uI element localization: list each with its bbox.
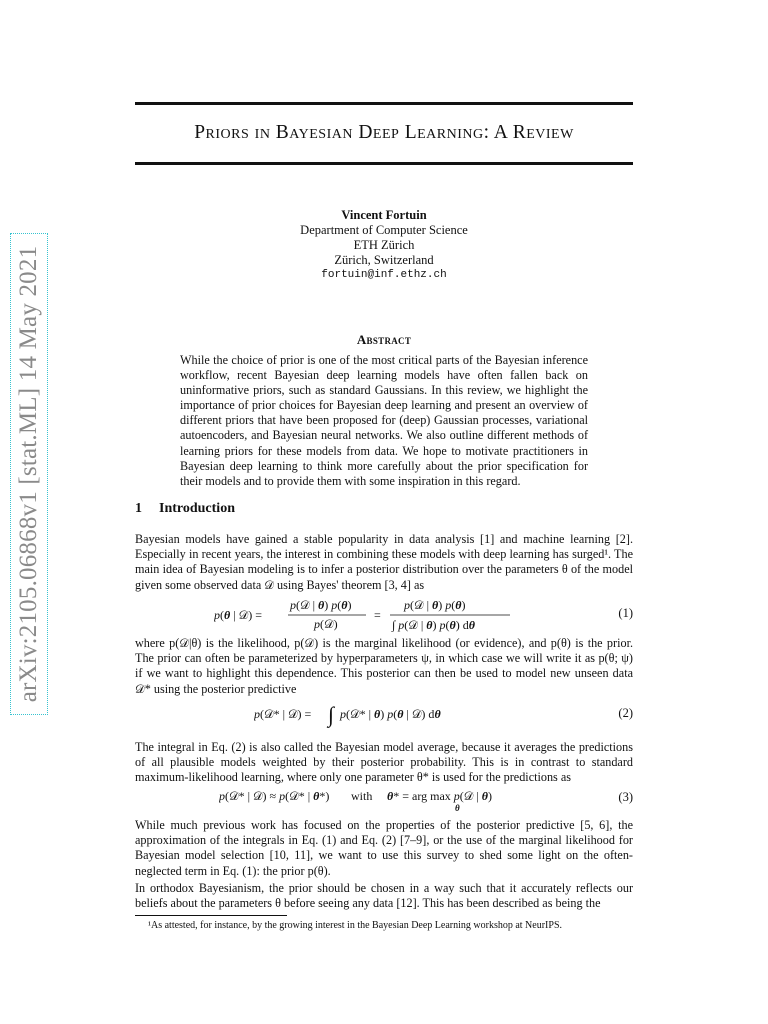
paragraph-4: While much previous work has focused on the properties of the posterior predictive [5, 6], the approximation of the integrals in Eq. (1) and Eq. (2) [7–9], or the use of the marginal likelihood for Bayesian model selection [10, 11], we want to use this survey to shed some light on the often-neglected term in Eq. (1): the prior p(θ). (135, 818, 633, 878)
equation-1-number: (1) (618, 606, 633, 620)
author-name: Vincent Fortuin (341, 208, 427, 222)
svg-text:p(𝒟* | 𝒟) =: p(𝒟* | 𝒟) = (254, 707, 312, 721)
svg-text:p(θ | 𝒟) =: p(θ | 𝒟) = (214, 608, 262, 622)
footnote: ¹As attested, for instance, by the growing interest in the Bayesian Deep Learning workshop at NeurIPS. (148, 920, 563, 931)
author-city: Zürich, Switzerland (334, 253, 434, 267)
equation-1-body (135, 598, 593, 636)
section-number: 1 (135, 501, 142, 516)
section-title: Introduction (159, 501, 235, 516)
equation-3-svg (219, 786, 509, 812)
abstract-heading: Abstract (356, 332, 412, 347)
equation-2-number: (2) (618, 706, 633, 720)
equation-3-number: (3) (618, 790, 633, 804)
equation-1 (135, 598, 633, 632)
author-email[interactable]: fortuin@inf.ethz.ch (321, 269, 447, 281)
svg-text:p(𝒟 | θ) p(θ): p(𝒟 | θ) p(θ) (404, 598, 466, 612)
equation-2-body (135, 700, 593, 732)
author-block (135, 208, 633, 283)
svg-text:θ* = arg max p(𝒟 | θ): θ* = arg max p(𝒟 | θ) (387, 789, 492, 803)
equation-2-svg (254, 700, 474, 728)
svg-text:p(𝒟* | θ) p(θ | 𝒟) dθ: p(𝒟* | θ) p(θ | 𝒟) dθ (340, 707, 441, 721)
svg-text:p(𝒟): p(𝒟) (314, 617, 338, 631)
equation-2 (135, 700, 633, 728)
svg-text:θ: θ (455, 803, 460, 812)
paragraph-1: Bayesian models have gained a stable popularity in data analysis [1] and machine learning [2]. Especially in recent years, the interest in combining these models with deep learning has surged¹. The main idea of Bayesian modeling is to infer a posterior distribution over the parameters θ of the model given some observed data 𝒟 using Bayes' theorem [3, 4] as (135, 532, 633, 592)
svg-text:p(𝒟* | 𝒟) ≈ p(𝒟* | θ*): p(𝒟* | 𝒟) ≈ p(𝒟* | θ*) (219, 789, 330, 803)
arxiv-stamp-text: arXiv:2105.06868v1 [stat.ML] 14 May 2021 (15, 245, 42, 703)
paper-title: Priors in Bayesian Deep Learning: A Review (194, 122, 574, 143)
title-bottom-rule (135, 162, 633, 165)
svg-text:∫ p(𝒟 | θ) p(θ) dθ: ∫ p(𝒟 | θ) p(θ) dθ (392, 618, 475, 632)
svg-text:=: = (374, 608, 381, 622)
paragraph-3: The integral in Eq. (2) is also called the Bayesian model average, because it averages the predictions of all plausible models weighted by their posterior probability. This is in contrast to standard maximum-likelihood learning, where only one parameter θ* is used for the predictions as (135, 740, 633, 785)
svg-text:with: with (351, 789, 373, 803)
footnote-rule (135, 915, 287, 916)
author-org: ETH Zürich (353, 238, 415, 252)
title-top-rule (135, 102, 633, 105)
section-heading (135, 501, 235, 517)
equation-1-svg (214, 598, 514, 632)
equation-3-body (135, 786, 593, 816)
svg-text:∫: ∫ (328, 702, 335, 727)
svg-text:p(𝒟 | θ) p(θ): p(𝒟 | θ) p(θ) (290, 598, 352, 612)
author-dept: Department of Computer Science (300, 223, 468, 237)
abstract-text: While the choice of prior is one of the most critical parts of the Bayesian inference workflow, recent Bayesian deep learning models have often fallen back on uninformative priors, such as standard Gaussians. In this review, we highlight the importance of prior choices for Bayesian deep learning and present an overview of different priors that have been proposed for (deep) Gaussian processes, variational autoencoders, and Bayesian neural networks. We also outline different methods of learning priors for these models from data. We hope to motivate practitioners in Bayesian deep learning to think more carefully about the prior specification for their models and to provide them with some inspiration in this regard. (180, 353, 588, 488)
equation-3 (135, 786, 633, 812)
paragraph-2: where p(𝒟|θ) is the likelihood, p(𝒟) is the marginal likelihood (or evidence), and p(θ) is the prior. The prior can often be parameterized by hyperparameters ψ, in which case we will write it as p(θ; ψ) if we want to highlight this dependence. This posterior can then be used to model new unseen data 𝒟* using the posterior predictive (135, 636, 633, 696)
arxiv-stamp[interactable] (10, 233, 48, 715)
paragraph-5: In orthodox Bayesianism, the prior should be chosen in a way such that it accurately reflects our beliefs about the parameters θ before seeing any data [12]. This has been described as being the (135, 881, 633, 911)
